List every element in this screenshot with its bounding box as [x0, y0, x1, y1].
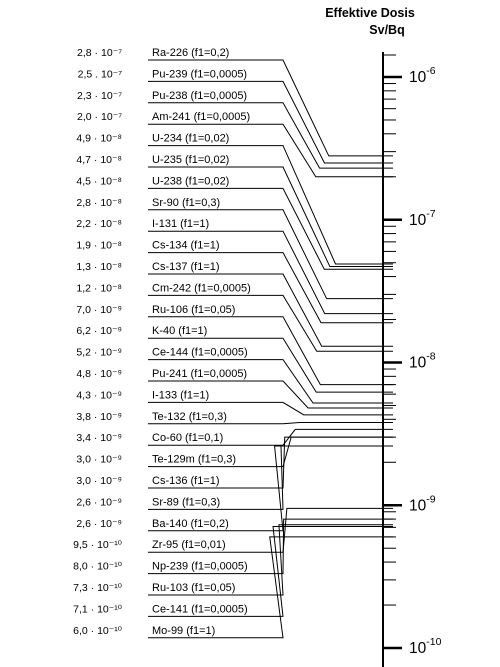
decade-exponent: -6: [426, 65, 436, 77]
dose-value: 2,8 · 10⁻⁷: [77, 47, 122, 59]
nuclide-label: Sr-90 (f1=0,3): [152, 196, 221, 209]
nuclide-label: K-40 (f1=1): [152, 325, 208, 338]
nuclide-label: Pu-239 (f1=0,0005): [152, 68, 248, 81]
decade-base: 10: [409, 211, 427, 229]
nuclide-label: Sr-89 (f1=0,3): [152, 496, 221, 509]
dose-value: 8,0 · 10⁻¹⁰: [73, 560, 122, 573]
dose-value: 2,8 · 10⁻⁸: [76, 196, 122, 209]
nuclide-label: Np-239 (f1=0,0005): [152, 560, 248, 573]
dose-value: 5,2 · 10⁻⁹: [76, 346, 122, 359]
log-axis: [383, 52, 442, 667]
nuclide-label: Ba-140 (f1=0,2): [152, 517, 229, 530]
nuclide-row: [76, 411, 393, 424]
nuclide-label: Ra-226 (f1=0,2): [152, 47, 230, 59]
nuclide-label: I-131 (f1=1): [152, 218, 210, 231]
dose-value: 3,4 · 10⁻⁹: [76, 432, 122, 445]
decade-label: [409, 493, 436, 514]
dose-value: 6,0 · 10⁻¹⁰: [73, 624, 122, 637]
dose-value: 4,3 · 10⁻⁹: [76, 389, 122, 402]
dose-value: 7,0 · 10⁻⁹: [76, 303, 122, 316]
axis-title-line2: Sv/Bq: [369, 23, 405, 37]
decade-label: [409, 65, 436, 86]
nuclide-row: [76, 218, 393, 313]
nuclide-label: Cs-134 (f1=1): [152, 239, 220, 252]
decade-label: [409, 636, 442, 657]
nuclide-label: Ru-103 (f1=0,05): [152, 582, 236, 594]
dose-value: 1,3 · 10⁻⁸: [76, 261, 122, 273]
decade-base: 10: [409, 69, 427, 86]
dose-value: 2,0 · 10⁻⁷: [77, 111, 122, 124]
dose-value: 1,9 · 10⁻⁸: [76, 239, 122, 252]
nuclide-row: [76, 175, 393, 269]
nuclide-row: [76, 437, 393, 466]
nuclide-label: Pu-241 (f1=0,0005): [152, 368, 248, 380]
nuclide-label: Ce-141 (f1=0,0005): [152, 603, 248, 616]
nuclide-label: I-133 (f1=1): [152, 389, 210, 402]
decade-exponent: -10: [426, 636, 442, 648]
nuclide-label: Pu-238 (f1=0,0005): [152, 89, 248, 102]
nuclide-label: Cs-137 (f1=1): [152, 261, 220, 273]
nuclide-label: Cs-136 (f1=1): [152, 475, 220, 487]
dose-value: 2,6 · 10⁻⁹: [76, 496, 122, 509]
nuclide-label: Zr-95 (f1=0,01): [152, 539, 226, 552]
decade-base: 10: [409, 640, 427, 657]
dose-value: 4,9 · 10⁻⁸: [76, 132, 122, 145]
nuclide-label: Ru-106 (f1=0,05): [152, 303, 236, 316]
decade-base: 10: [409, 354, 427, 372]
dose-value: 4,8 · 10⁻⁹: [76, 368, 122, 380]
nuclide-label: U-238 (f1=0,02): [152, 175, 230, 188]
nuclide-row: [76, 133, 393, 264]
dose-value: 2,2 · 10⁻⁸: [76, 218, 122, 231]
decade-label: [409, 208, 436, 229]
dose-value: 2,6 · 10⁻⁹: [76, 517, 122, 530]
dose-value: 9,5 · 10⁻¹⁰: [73, 539, 122, 552]
decade-exponent: -8: [426, 350, 436, 363]
nuclide-label: Te-132 (f1=0,3): [152, 410, 227, 423]
dose-value: 7,1 · 10⁻¹⁰: [73, 603, 122, 616]
nuclide-label: U-235 (f1=0,02): [152, 154, 230, 166]
dose-value: 3,0 · 10⁻⁹: [76, 453, 122, 466]
nuclide-label: Ce-144 (f1=0,0005): [152, 346, 248, 359]
nuclide-list: [73, 47, 393, 638]
axis-title: [325, 6, 415, 37]
nuclide-label: Te-129m (f1=0,3): [152, 453, 237, 466]
decade-exponent: -9: [426, 493, 436, 506]
nuclide-row: [76, 389, 393, 414]
dose-value: 6,2 · 10⁻⁹: [76, 325, 122, 338]
decade-base: 10: [409, 497, 427, 515]
dose-value: 4,5 · 10⁻⁸: [76, 175, 122, 188]
dose-value: 1,2 · 10⁻⁸: [76, 282, 122, 295]
dose-value: 4,7 · 10⁻⁸: [76, 154, 122, 166]
dose-value: 7,3 · 10⁻¹⁰: [73, 582, 122, 594]
nuclide-label: Mo-99 (f1=1): [152, 624, 216, 637]
decade-exponent: -7: [426, 207, 436, 220]
nuclide-label: Am-241 (f1=0,0005): [152, 111, 251, 124]
dose-value: 2,3 · 10⁻⁷: [77, 89, 122, 102]
nuclide-row: [76, 325, 393, 392]
dose-value: 3,0 · 10⁻⁹: [76, 475, 122, 487]
dose-value: 2,5 . 10⁻⁷: [77, 68, 122, 81]
nuclide-label: Cm-242 (f1=0,0005): [152, 282, 251, 295]
dose-value: 3,8 · 10⁻⁹: [76, 410, 122, 423]
decade-label: [409, 351, 436, 372]
axis-title-line1: Effektive Dosis: [325, 6, 415, 20]
nuclide-label: U-234 (f1=0,02): [152, 132, 230, 145]
nuclide-label: Co-60 (f1=0,1): [152, 432, 224, 445]
